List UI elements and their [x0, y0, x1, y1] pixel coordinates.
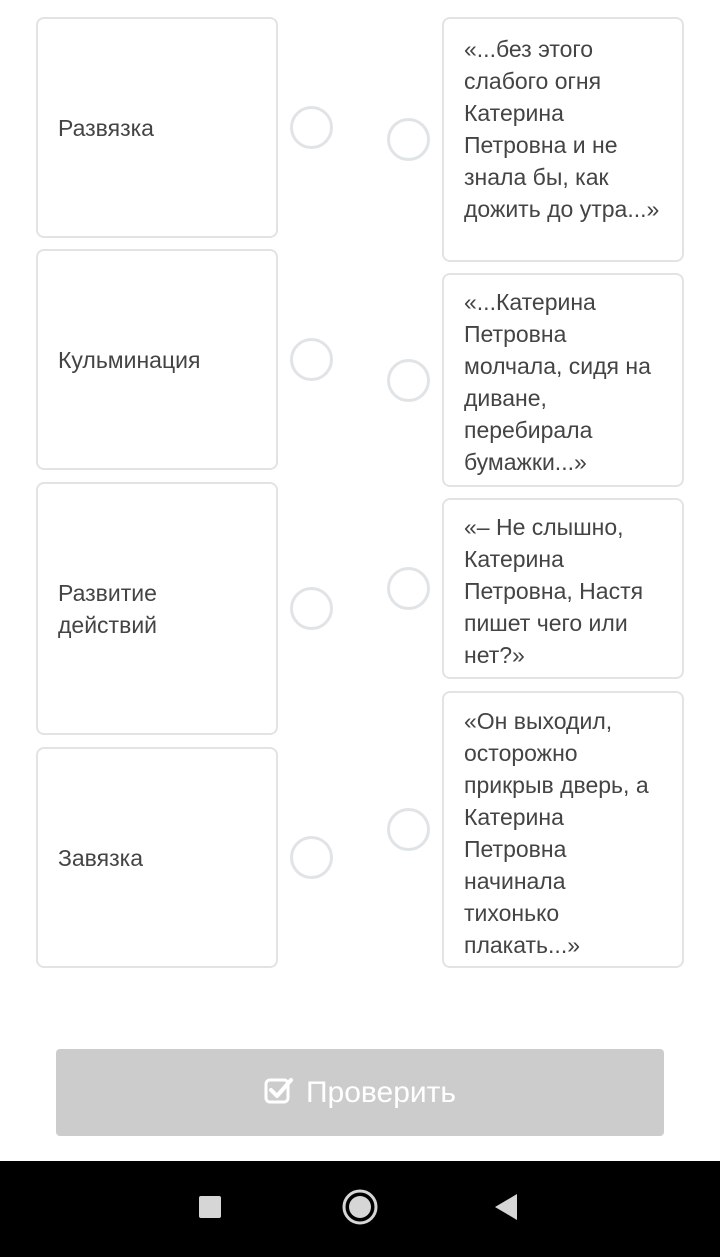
- stage-label: Развязка: [58, 114, 154, 141]
- recents-button[interactable]: [180, 1161, 240, 1257]
- system-navigation-bar: [0, 1161, 720, 1257]
- stage-connector-dot-4[interactable]: [290, 836, 333, 879]
- stage-connector-dot-2[interactable]: [290, 338, 333, 381]
- quote-card-4[interactable]: [442, 691, 684, 968]
- quote-text: «Он выходил, осторожно прикрыв дверь, а Катерина Петровна начинала тихонько плакать...»: [464, 708, 649, 958]
- quote-text: «...без этого слабого огня Катерина Петровна и не знала бы, как дожить до утра...»: [464, 36, 660, 222]
- stage-card-2[interactable]: [36, 249, 278, 470]
- check-button-label: Проверить: [305, 1075, 457, 1109]
- recents-square-icon: [198, 1195, 222, 1224]
- stage-connector-dot-1[interactable]: [290, 106, 333, 149]
- stage-label: Завязка: [58, 844, 144, 871]
- stage-label: Кульминация: [58, 346, 201, 373]
- back-button[interactable]: [476, 1161, 536, 1257]
- stage-label: Развитие действий: [58, 579, 158, 638]
- stage-card-3[interactable]: [36, 482, 278, 735]
- stage-card-1[interactable]: [36, 17, 278, 238]
- quote-connector-dot-3[interactable]: [387, 567, 430, 610]
- quote-connector-dot-4[interactable]: [387, 808, 430, 851]
- quote-text: «...Катерина Петровна молчала, сидя на диване, перебирала бумажки...»: [464, 289, 651, 475]
- stage-connector-dot-3[interactable]: [290, 587, 333, 630]
- quote-connector-dot-2[interactable]: [387, 359, 430, 402]
- quote-card-1[interactable]: [442, 17, 684, 262]
- quote-card-3[interactable]: [442, 498, 684, 679]
- back-triangle-icon: [493, 1193, 519, 1226]
- check-button[interactable]: [56, 1049, 664, 1136]
- home-circle-icon: [341, 1188, 379, 1231]
- stage-card-4[interactable]: [36, 747, 278, 968]
- checkbox-icon: [264, 1075, 294, 1105]
- quote-connector-dot-1[interactable]: [387, 118, 430, 161]
- home-button[interactable]: [330, 1161, 390, 1257]
- quote-card-2[interactable]: [442, 273, 684, 487]
- quote-text: «– Не слышно, Катерина Петровна, Настя пишет чего или нет?»: [464, 514, 644, 668]
